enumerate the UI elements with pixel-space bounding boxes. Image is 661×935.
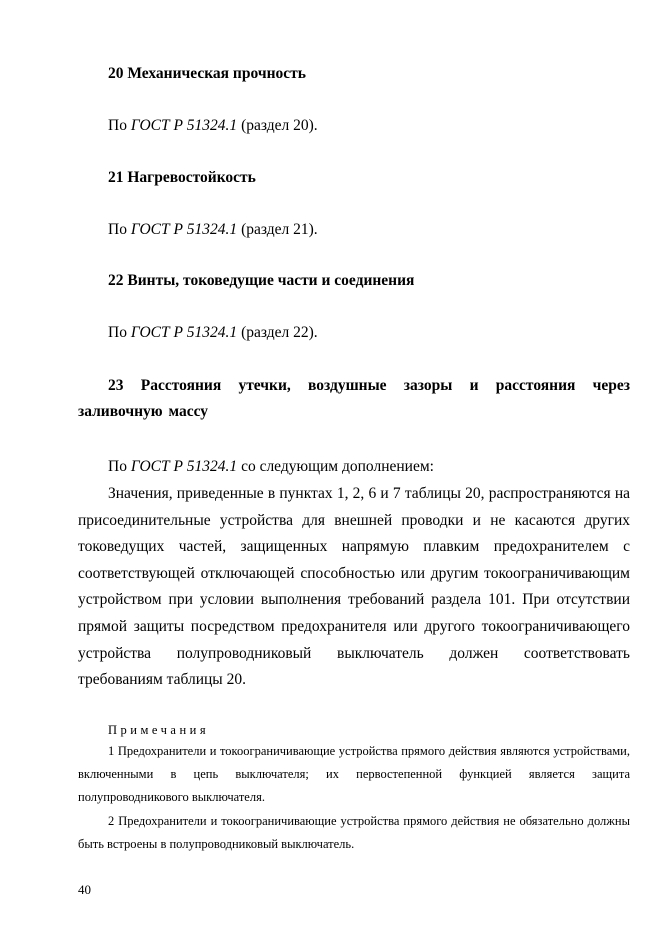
section-23-body-paragraph: Значения, приведенные в пунктах 1, 2, 6 и 7 таблицы 20, распространяются на присоединительные устройства для внешней проводки и не касаются других токоведущих частей, защищенных напрямую плавким предохранителем с соответствующей отключающей способностью или другим токоограничивающим устройством при условии выполнения требований раздела 101. При отсутствии прямой защиты посредством предохранителя или другого токоограничивающего устройства полупроводниковый выключатель должен соответствовать требованиям таблицы 20. xyxy=(78,485,630,689)
section-20-prefix: По xyxy=(108,117,131,134)
section-23-standard: ГОСТ Р 51324.1 xyxy=(130,458,238,475)
section-22-heading: 22 Винты, токоведущие части и соединения xyxy=(108,272,415,289)
section-23-prefix: По xyxy=(108,458,131,475)
section-22-text xyxy=(78,320,630,346)
section-20-heading: 20 Механическая прочность xyxy=(108,65,306,82)
note-2: 2 Предохранители и токоограничивающие устройства прямого действия не обязательно должны быть встроены в полупроводниковый выключатель. xyxy=(78,814,630,851)
section-21-text xyxy=(78,217,630,243)
section-21-standard: ГОСТ Р 51324.1 xyxy=(130,221,238,238)
note-1: 1 Предохранители и токоограничивающие устройства прямого действия являются устройствами, включенными в цепь выключателя; их первостепенной функцией является защита полупроводникового выключателя. xyxy=(78,744,630,804)
section-20-text xyxy=(78,113,630,139)
notes-title: Примечания xyxy=(108,723,210,737)
section-20-standard: ГОСТ Р 51324.1 xyxy=(130,117,238,134)
page-number: 40 xyxy=(78,882,91,897)
section-21-suffix: (раздел 21). xyxy=(237,221,318,238)
section-22-standard: ГОСТ Р 51324.1 xyxy=(130,324,238,341)
document-page xyxy=(78,0,630,935)
section-21-heading: 21 Нагревостойкость xyxy=(108,169,256,186)
section-23-heading: 23 Расстояния утечки, воздушные зазоры и расстояния через заливочную массу xyxy=(78,377,630,420)
section-20-suffix: (раздел 20). xyxy=(237,117,318,134)
section-21-prefix: По xyxy=(108,221,131,238)
section-23-suffix: со следующим дополнением: xyxy=(237,458,434,475)
section-23-text xyxy=(78,454,630,480)
section-22-suffix: (раздел 22). xyxy=(237,324,318,341)
section-22-prefix: По xyxy=(108,324,131,341)
